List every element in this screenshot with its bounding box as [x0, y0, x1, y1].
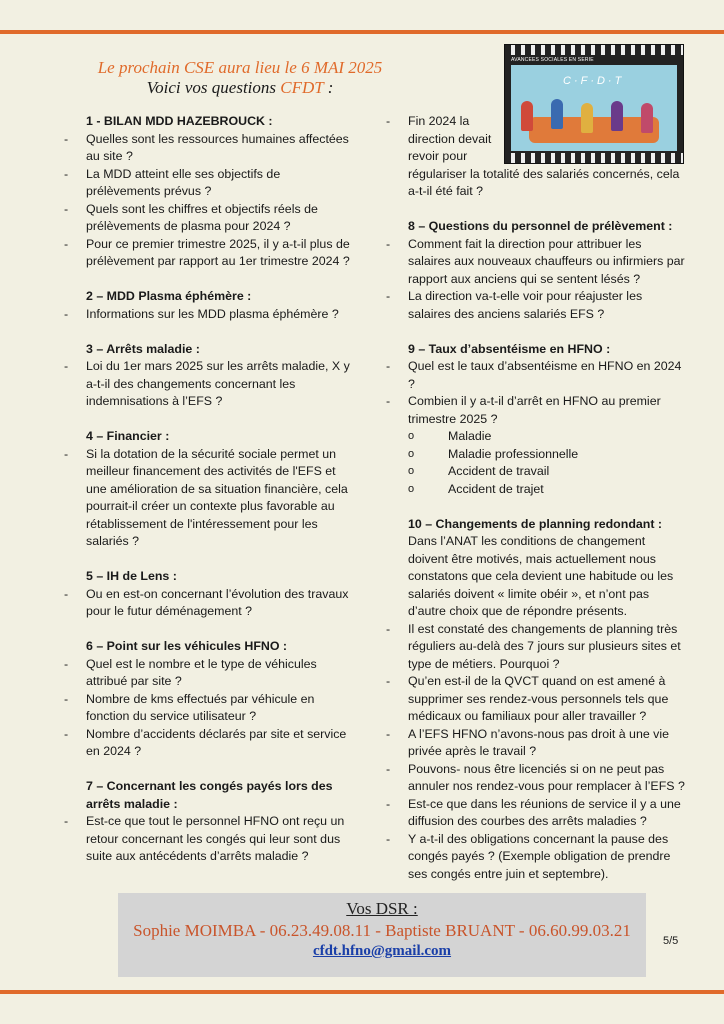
- sub-item: o Maladie professionnelle: [386, 446, 686, 464]
- section-conges-payes: [64, 778, 354, 866]
- section-conges-continued: [386, 113, 686, 201]
- section-ih-lens: [64, 568, 354, 621]
- top-orange-rule: [0, 30, 724, 34]
- question-item: - Comment fait la direction pour attribuer les salaires aux nouveaux chauffeurs ou infirmiers par rapport aux anciens qui se sentent lésés ?: [386, 236, 686, 289]
- cfdt-word: CFDT: [280, 78, 324, 97]
- section-personnel-prelevement: [386, 218, 686, 323]
- question-item: - La direction va-t-elle voir pour réajuster les salaires des anciens salariés EFS ?: [386, 288, 686, 323]
- section-financier: [64, 428, 354, 551]
- header: [60, 58, 420, 98]
- section-title: 2 – MDD Plasma éphémère :: [86, 289, 252, 303]
- sub-item: o Accident de travail: [386, 463, 686, 481]
- bottom-orange-rule: [0, 990, 724, 994]
- section-changements-planning: [386, 516, 686, 884]
- section-mdd-plasma: [64, 288, 354, 323]
- section-title: 3 – Arrêts maladie :: [86, 341, 200, 356]
- question-item: - Quelles sont les ressources humaines affectées au site ?: [64, 131, 354, 166]
- sub-item: o Maladie: [386, 428, 686, 446]
- section-absenteisme: [386, 341, 686, 499]
- question-item: - Pour ce premier trimestre 2025, il y a-t-il plus de prélèvement par rapport au 1er trimestre 2024 ?: [64, 236, 354, 271]
- question-item: - Quels sont les chiffres et objectifs réels de prélèvements de plasma pour 2024 ?: [64, 201, 354, 236]
- section-title: 9 – Taux d’absentéisme en HFNO :: [408, 341, 611, 356]
- question-item: - Loi du 1er mars 2025 sur les arrêts maladie, X y a-t-il des changements concernant les indemnisations à l’EFS ?: [64, 358, 354, 411]
- section-title: 5 – IH de Lens :: [86, 569, 177, 583]
- film-strip-top: [505, 45, 683, 55]
- section-vehicules: [64, 638, 354, 761]
- left-column: [64, 113, 354, 883]
- question-item: - Combien il y a-t-il d’arrêt en HFNO au premier trimestre 2025 ?: [386, 393, 686, 428]
- sub-item: o Accident de trajet: [386, 481, 686, 499]
- contact-email-link[interactable]: cfdt.hfno@gmail.com: [312, 943, 452, 959]
- section-arrets-maladie: [64, 341, 354, 411]
- section-bilan-mdd: [64, 113, 354, 271]
- section-title: 7 – Concernant les congés payés lors des arrêts maladie :: [86, 779, 333, 811]
- question-item: - Quel est le taux d’absentéisme en HFNO en 2024 ?: [386, 358, 686, 393]
- banner-title: AVANCÉES SOCIALES EN SÉRIE: [511, 57, 594, 63]
- section-intro: 10 – Changements de planning redondant : Dans l’ANAT les conditions de changement doivent être motivés, mais actuellement nous constatons que cela devient une habitude ou les salariés doivent « limite obéir », et n’ont pas d’autre choix que de répondre présents.: [408, 516, 674, 618]
- question-item: - Qu’en est-il de la QVCT quand on est amené à supprimer ses rendez-vous personnels tels que médicaux ou familiaux pour aller travailler ?: [386, 673, 686, 726]
- section-title: 1 - BILAN MDD HAZEBROUCK :: [86, 114, 273, 128]
- question-item: - Est-ce que dans les réunions de service il y a une diffusion des courbes des arrêts maladies ?: [386, 796, 686, 831]
- page-number: 5/5: [663, 935, 679, 947]
- question-item: - A l’EFS HFNO n’avons-nous pas droit à une vie privée après le travail ?: [386, 726, 686, 761]
- question-item: - Nombre de kms effectués par véhicule en fonction du service utilisateur ?: [64, 691, 354, 726]
- question-item: - Informations sur les MDD plasma éphémère ?: [64, 306, 354, 324]
- question-item: - La MDD atteint elle ses objectifs de prélèvements prévus ?: [64, 166, 354, 201]
- section-title: 6 – Point sur les véhicules HFNO :: [86, 639, 288, 653]
- section-title: 10 – Changements de planning redondant :: [408, 516, 663, 531]
- dsr-contact-box: [118, 893, 646, 977]
- question-item: - Pouvons- nous être licenciés si on ne peut pas annuler nos rendez-vous pour remplacer à l’EFS ?: [386, 761, 686, 796]
- question-item: - Si la dotation de la sécurité sociale permet un meilleur financement des activités de l'EFS et une amélioration de sa situation financière, cela pourrait-il créer un contexte plus favorable au rétablissement de l'intéressement pour les salariés ?: [64, 446, 354, 551]
- question-item: - Est-ce que tout le personnel HFNO ont reçu un retour concernant les congés qui leur sont dus suite aux antécédents d’arrêts maladie ?: [64, 813, 354, 866]
- question-item-continued: régulariser la totalité des salariés concernés, cela a-t-il été fait ?: [408, 166, 680, 198]
- section-title: 8 – Questions du personnel de prélèvement :: [408, 219, 673, 233]
- question-item: - Quel est le nombre et le type de véhicules attribué par site ?: [64, 656, 354, 691]
- dsr-names-phones: Sophie MOIMBA - 06.23.49.08.11 - Baptiste BRUANT - 06.60.99.03.21: [133, 921, 631, 940]
- question-item: - Nombre d’accidents déclarés par site et service en 2024 ?: [64, 726, 354, 761]
- question-item: - Il est constaté des changements de planning très réguliers au-delà des 7 jours sur plusieurs sites et type de métiers. Pourquoi ?: [386, 621, 686, 674]
- dsr-title: Vos DSR :: [346, 899, 418, 918]
- question-item: - Y a-t-il des obligations concernant la pause des congés payés ? (Exemple obligation de prendre ses congés entre juin et septembre).: [386, 831, 686, 884]
- next-cse-date: Le prochain CSE aura lieu le 6 MAI 2025: [97, 58, 383, 77]
- cfdt-logo: C·F·D·T: [563, 75, 625, 87]
- right-column: [386, 113, 686, 901]
- questions-heading: Voici vos questions CFDT :: [146, 78, 334, 97]
- question-item: - Ou en est-on concernant l’évolution des travaux pour le futur déménagement ?: [64, 586, 354, 621]
- section-title: 4 – Financier :: [86, 429, 170, 443]
- question-item: - Fin 2024 la direction devait revoir pour: [386, 113, 518, 166]
